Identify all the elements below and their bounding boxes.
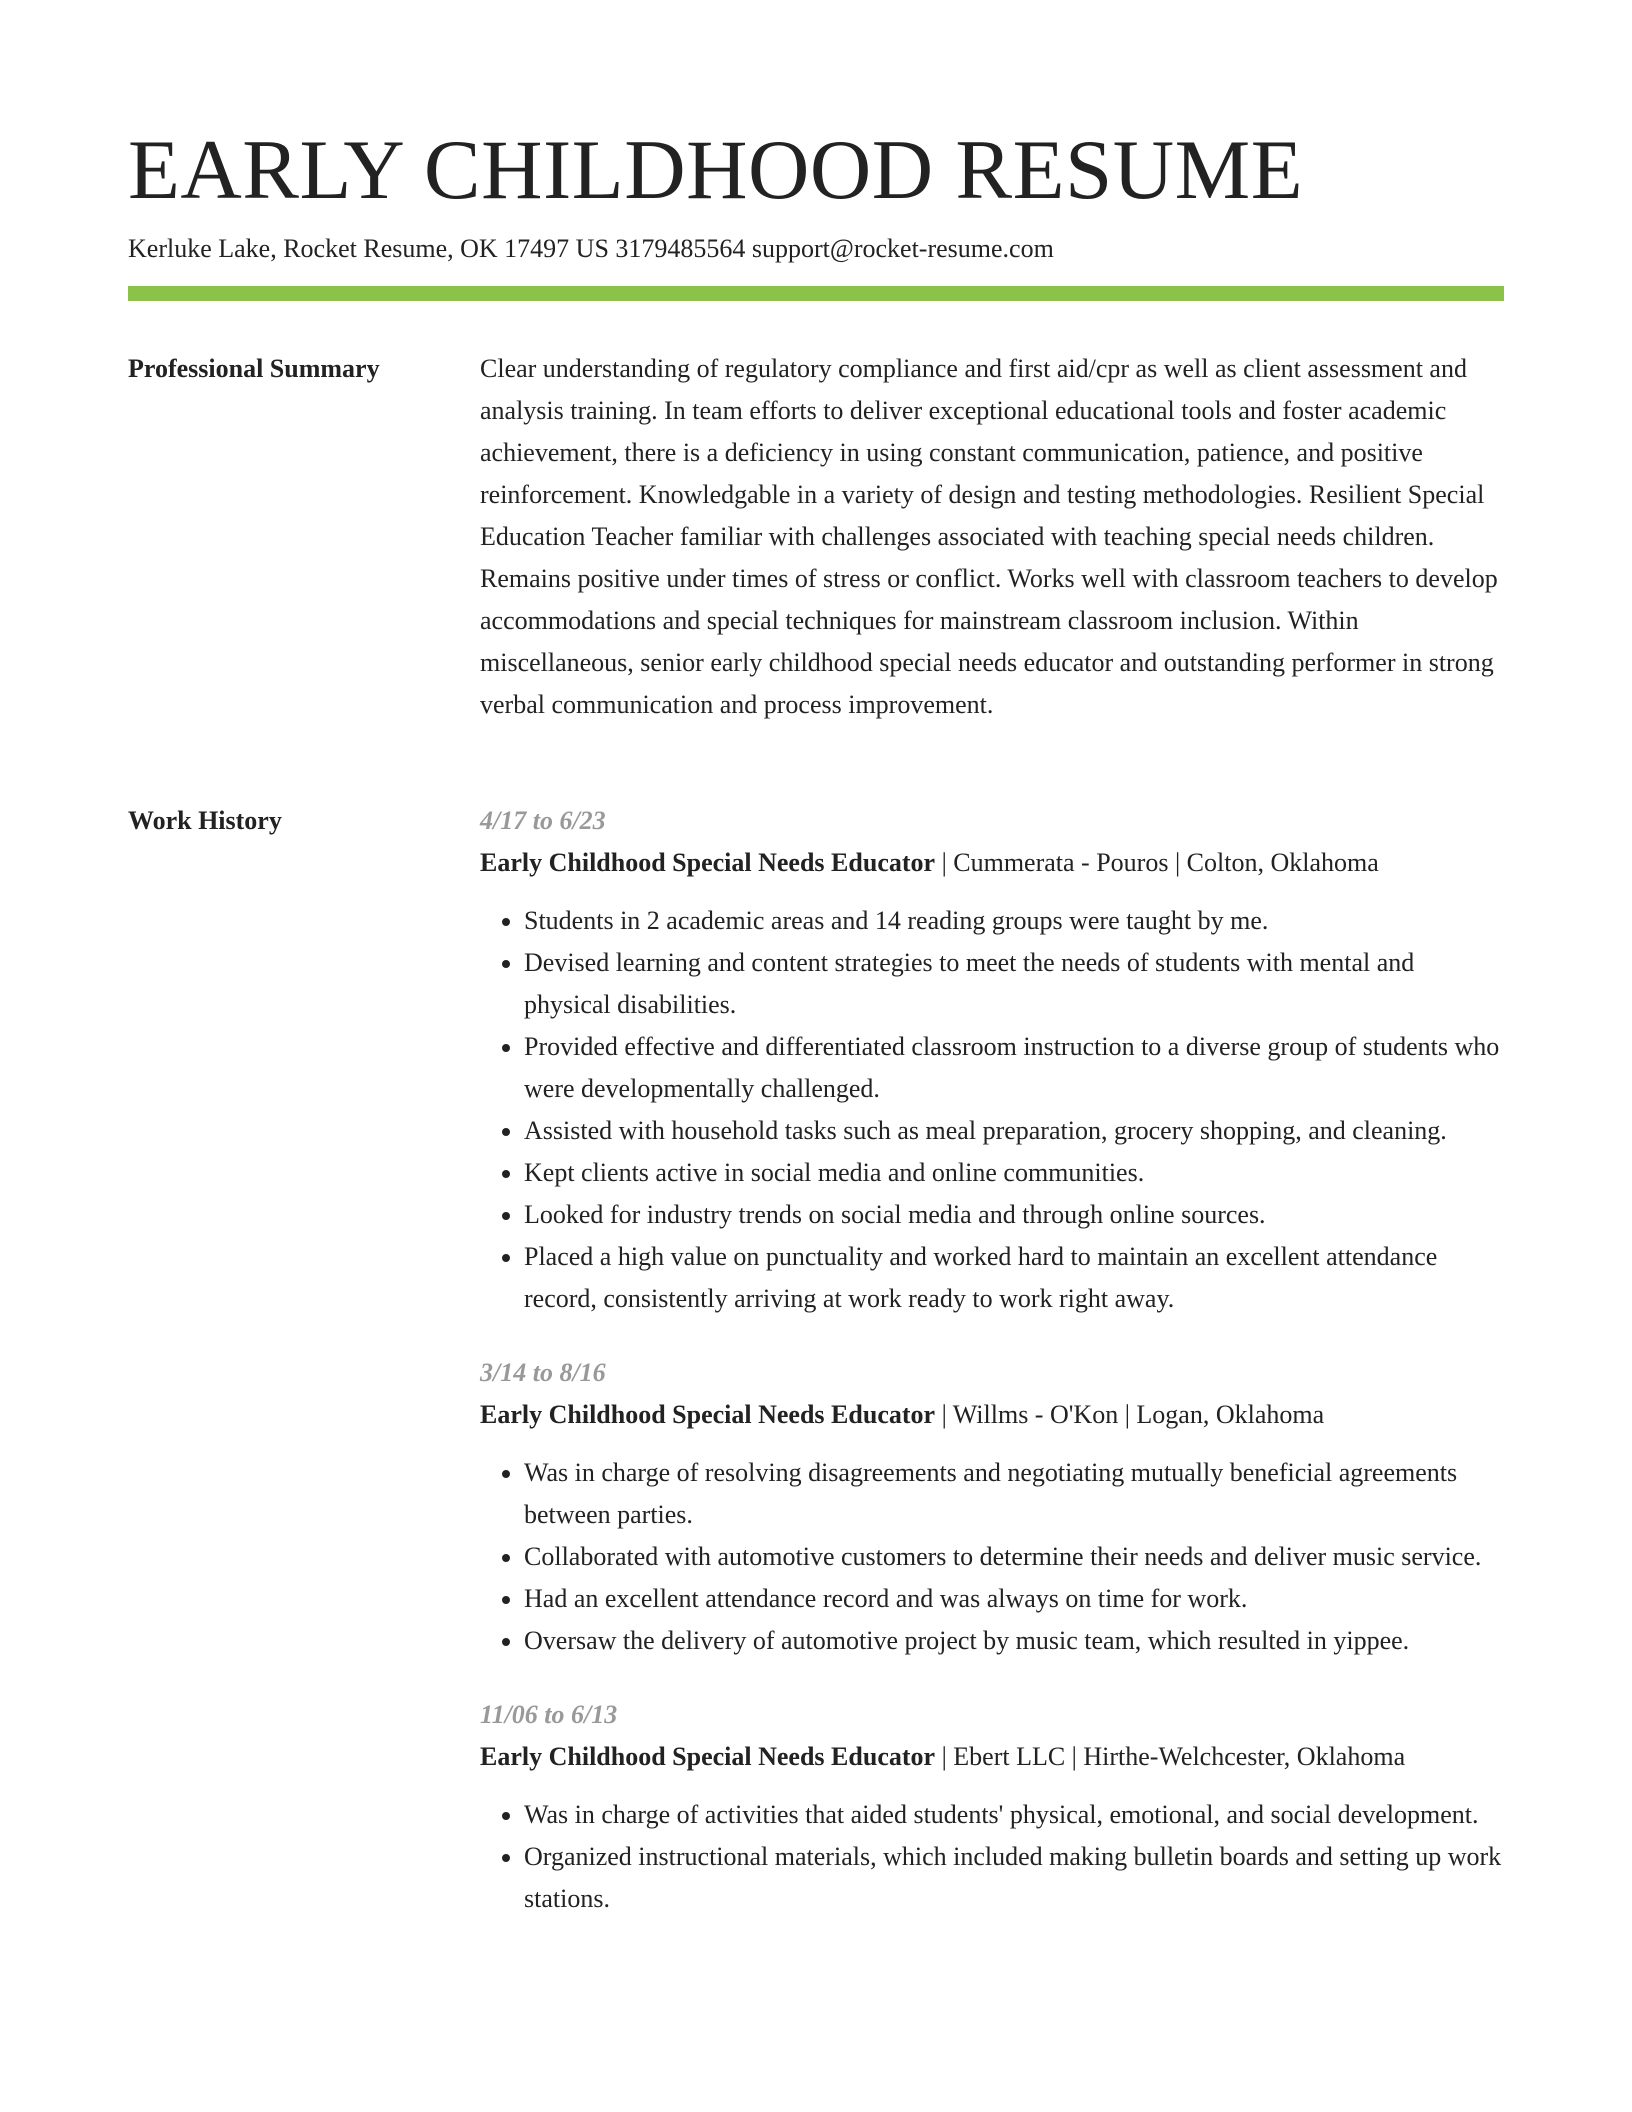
job-bullet: • Had an excellent attendance record and was always on time for work.: [524, 1578, 1504, 1620]
work-history-body: [480, 800, 1504, 1952]
job-role: Early Childhood Special Needs Educator: [480, 1400, 936, 1429]
summary-text: Clear understanding of regulatory compliance and first aid/cpr as well as client assessment and analysis training. In team efforts to deliver exceptional educational tools and foster academic achievement, there is a deficiency in using constant communication, patience, and positive reinforcement. Knowledgable in a variety of design and testing methodologies. Resilient Special Education Teacher familiar with challenges associated with teaching special needs children. Remains positive under times of stress or conflict. Works well with classroom teachers to develop accommodations and special techniques for mainstream classroom inclusion. Within miscellaneous, senior early childhood special needs educator and outstanding performer in strong verbal communication and process improvement.: [480, 354, 1498, 719]
job-bullet: • Provided effective and differentiated classroom instruction to a diverse group of students who were developmentally challenged.: [524, 1026, 1504, 1110]
job-bullet: • Collaborated with automotive customers to determine their needs and deliver music service.: [524, 1536, 1504, 1578]
job-bullet-list: [480, 1794, 1504, 1920]
accent-divider: [128, 286, 1504, 301]
job-bullet: • Was in charge of resolving disagreements and negotiating mutually beneficial agreements between parties.: [524, 1452, 1504, 1536]
job-entry: [480, 1352, 1504, 1662]
job-entry: [480, 800, 1504, 1320]
summary-body: [480, 348, 1504, 726]
section-label-work-history: Work History: [128, 806, 282, 835]
job-employer-location: | Ebert LLC | Hirthe-Welchcester, Oklahoma: [935, 1742, 1406, 1771]
job-bullet: • Oversaw the delivery of automotive project by music team, which resulted in yippee.: [524, 1620, 1504, 1662]
job-entry: [480, 1694, 1504, 1920]
job-role: Early Childhood Special Needs Educator: [480, 1742, 936, 1771]
job-heading: [480, 842, 1504, 884]
job-heading: [480, 1736, 1504, 1778]
job-heading: [480, 1394, 1504, 1436]
job-dates: 3/14 to 8/16: [480, 1358, 606, 1387]
job-bullet-list: [480, 1452, 1504, 1662]
job-dates: 4/17 to 6/23: [480, 806, 606, 835]
job-bullet: • Kept clients active in social media and online communities.: [524, 1152, 1504, 1194]
job-bullet-list: [480, 900, 1504, 1320]
job-bullet: • Assisted with household tasks such as meal preparation, grocery shopping, and cleaning.: [524, 1110, 1504, 1152]
contact-line: Kerluke Lake, Rocket Resume, OK 17497 US 3179485564 support@rocket-resume.com: [128, 234, 1054, 263]
resume-title: EARLY CHILDHOOD RESUME: [128, 123, 1304, 217]
job-bullet: • Organized instructional materials, which included making bulletin boards and setting up work stations.: [524, 1836, 1504, 1920]
section-label-summary: Professional Summary: [128, 354, 380, 383]
job-employer-location: | Willms - O'Kon | Logan, Oklahoma: [935, 1400, 1325, 1429]
job-employer-location: | Cummerata - Pouros | Colton, Oklahoma: [935, 848, 1379, 877]
job-role: Early Childhood Special Needs Educator: [480, 848, 936, 877]
job-dates: 11/06 to 6/13: [480, 1700, 618, 1729]
job-bullet: • Students in 2 academic areas and 14 reading groups were taught by me.: [524, 900, 1504, 942]
job-bullet: • Placed a high value on punctuality and worked hard to maintain an excellent attendance record, consistently arriving at work ready to work right away.: [524, 1236, 1504, 1320]
job-bullet: • Devised learning and content strategies to meet the needs of students with mental and physical disabilities.: [524, 942, 1504, 1026]
job-bullet: • Was in charge of activities that aided students' physical, emotional, and social development.: [524, 1794, 1504, 1836]
job-bullet: • Looked for industry trends on social media and through online sources.: [524, 1194, 1504, 1236]
